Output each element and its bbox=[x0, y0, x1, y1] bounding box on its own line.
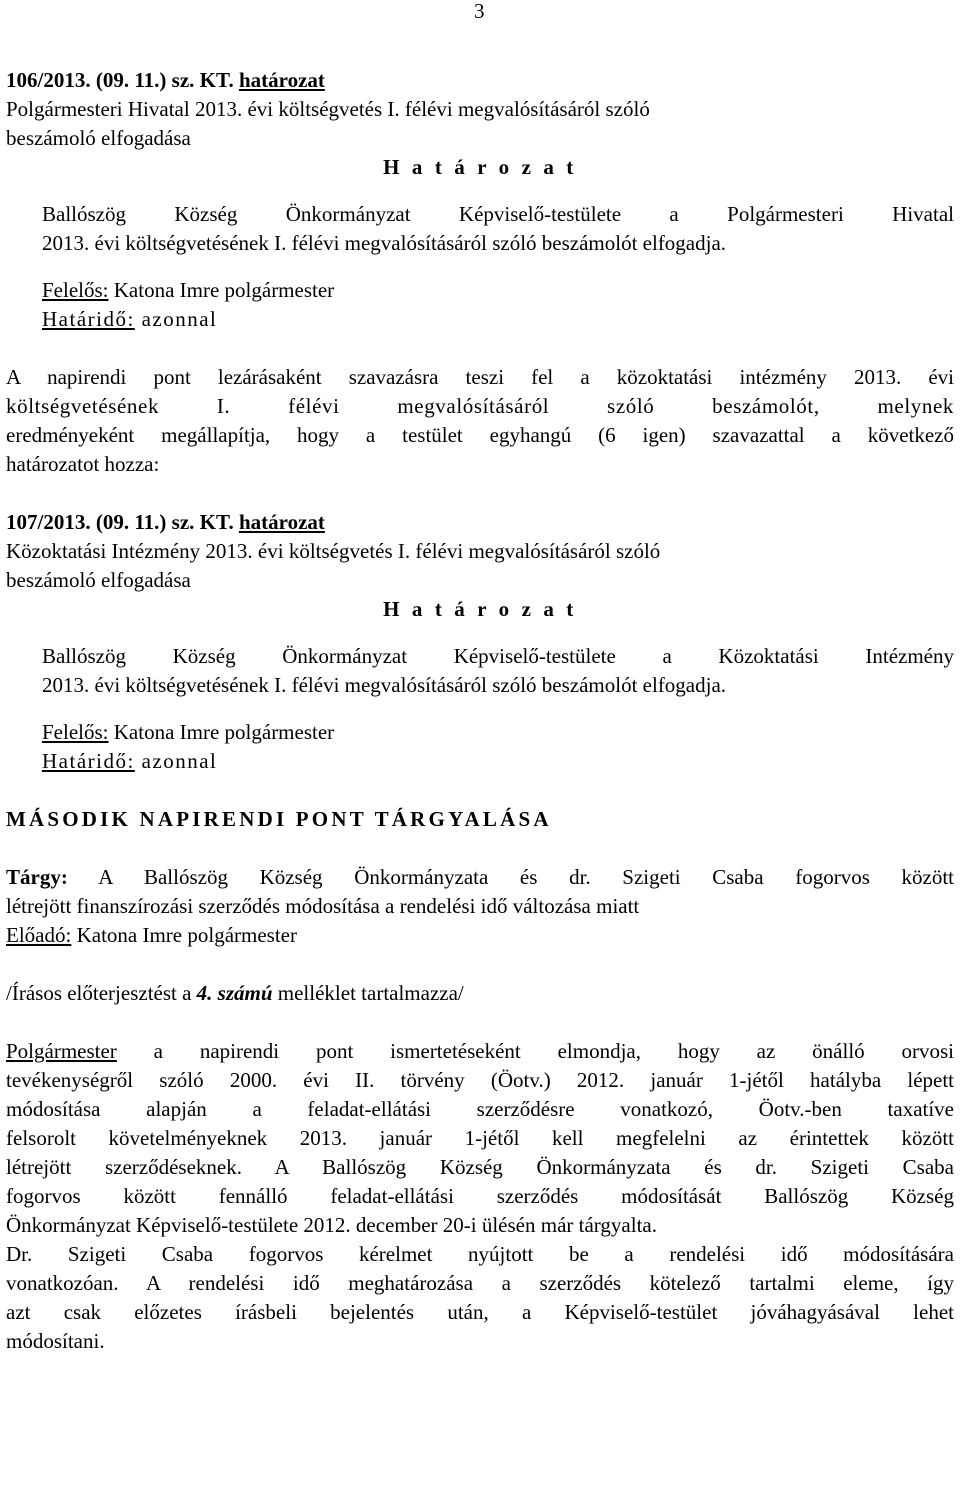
document-body bbox=[6, 66, 954, 1356]
resolution-number-text: 107/2013. (09. 11.) sz. KT. bbox=[6, 510, 239, 534]
resolution-heading: H a t á r o z a t bbox=[383, 155, 577, 179]
responsible-line: Felelős: Katona Imre polgármester bbox=[42, 278, 335, 302]
resolution-body: Ballószög Község Önkormányzat Képviselő-testülete a Polgármesteri Hivatal 2013. évi költségvetésének I. félévi megvalósításáról szóló beszámolót elfogadja. bbox=[42, 202, 954, 255]
resolution-number-text: 106/2013. (09. 11.) sz. KT. bbox=[6, 68, 239, 92]
presenter-line: Előadó: Katona Imre polgármester bbox=[6, 923, 297, 947]
resolution-number bbox=[6, 66, 954, 95]
page-number: 3 bbox=[474, 0, 485, 23]
deadline-line: Határidő: azonnal bbox=[42, 307, 218, 331]
resolution-title: Polgármesteri Hivatal 2013. évi költségvetés I. félévi megvalósításáról szóló bbox=[6, 97, 650, 121]
subject-line-2: létrejött finanszírozási szerződés módosítása a rendelési idő változása miatt bbox=[6, 894, 640, 918]
deadline-line: Határidő: azonnal bbox=[42, 749, 218, 773]
resolution-title: beszámoló elfogadása bbox=[6, 568, 191, 592]
request-paragraph: Dr. Szigeti Csaba fogorvos kérelmet nyújtott be a rendelési idő módosítására vonatkozóan. A rendelési idő meghatározása a szerződés kötelező tartalmi eleme, így azt csak előzetes írásbeli bejelentés után, a Képviselő-testület jóváhagyásával lehet módosítani. bbox=[6, 1242, 954, 1353]
mayor-paragraph: Polgármester a napirendi pont ismertetéseként elmondja, hogy az önálló orvosi tevékenységről szóló 2000. évi II. törvény (Öotv.) 2012. január 1-jétől hatályba lépett módosítása alapján a feladat-ellátási szerződésre vonatkozó, Öotv.-ben taxatíve felsorolt követelményeknek 2013. január 1-jétől kell megfelelni az érintettek között létrejött szerződéseknek. A Ballószög Község Önkormányzata és dr. Szigeti Csaba fogorvos között fennálló feladat-ellátási szerződés módosítását Ballószög Község Önkormányzat Képviselő-testülete 2012. december 20-i ülésén már tárgyalta. bbox=[6, 1039, 954, 1237]
resolution-meta bbox=[6, 718, 954, 776]
resolution-meta bbox=[6, 276, 954, 334]
attachment-note: /Írásos előterjesztést a 4. számú melléklet tartalmazza/ bbox=[6, 981, 464, 1005]
subject-line: Tárgy: A Ballószög Község Önkormányzata és dr. Szigeti Csaba fogorvos között bbox=[6, 865, 954, 889]
vote-paragraph: A napirendi pont lezárásaként szavazásra teszi fel a közoktatási intézmény 2013. évi költségvetésének I. félévi megvalósításáról szóló beszámolót, melynek eredményeként megállapítja, hogy a testület egyhangú (6 igen) szavazattal a következő határozatot hozza: bbox=[6, 365, 954, 476]
resolution-heading: H a t á r o z a t bbox=[383, 597, 577, 621]
section-title: MÁSODIK NAPIRENDI PONT TÁRGYALÁSA bbox=[6, 807, 552, 831]
resolution-number-suffix: határozat bbox=[238, 68, 325, 92]
resolution-number bbox=[6, 508, 954, 537]
responsible-line: Felelős: Katona Imre polgármester bbox=[42, 720, 335, 744]
resolution-title: Közoktatási Intézmény 2013. évi költségvetés I. félévi megvalósításáról szóló bbox=[6, 539, 661, 563]
resolution-title: beszámoló elfogadása bbox=[6, 126, 191, 150]
resolution-number-suffix: határozat bbox=[238, 510, 325, 534]
resolution-body: Ballószög Község Önkormányzat Képviselő-testülete a Közoktatási Intézmény 2013. évi költségvetésének I. félévi megvalósításáról szóló beszámolót elfogadja. bbox=[42, 644, 954, 697]
